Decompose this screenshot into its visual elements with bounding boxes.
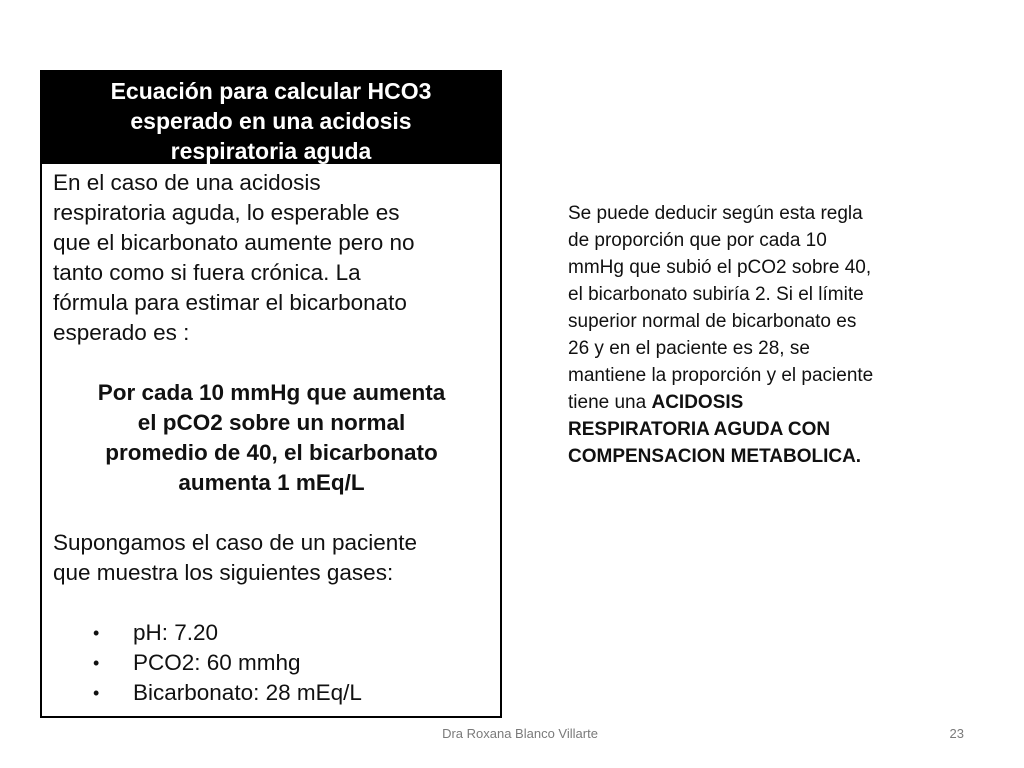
diagnosis-bold: COMPENSACION METABOLICA. [568,446,862,467]
gases-list [53,618,490,708]
gas-value: PCO2: 60 mmhg [133,650,301,675]
box-title [42,72,500,164]
page-number: 23 [949,726,964,741]
case-line: Supongamos el caso de un paciente [53,530,418,555]
box-title-line: Ecuación para calcular HCO3 [110,78,432,104]
note-line: el bicarbonato subiría 2. Si el límite [568,284,864,305]
intro-line: que el bicarbonato aumente pero no [53,230,415,255]
note-line: de proporción que por cada 10 [568,230,827,251]
bullet-icon: • [93,653,100,673]
rule-line: Por cada 10 mmHg que aumenta [97,380,446,405]
note-line-text: tiene una [568,392,647,413]
diagnosis-bold: RESPIRATORIA AGUDA CON [568,419,831,440]
rule-paragraph [53,378,490,498]
box-body [42,164,500,708]
intro-line: fórmula para estimar el bicarbonato [53,290,407,315]
intro-line: respiratoria aguda, lo esperable es [53,200,400,225]
note-line: mmHg que subió el pCO2 sobre 40, [568,257,872,278]
intro-paragraph [53,168,490,348]
list-item [53,618,490,648]
intro-line: esperado es : [53,320,190,345]
rule-line: promedio de 40, el bicarbonato [105,440,438,465]
rule-line: aumenta 1 mEq/L [178,470,365,495]
note-line: 26 y en el paciente es 28, se [568,338,810,359]
explanation-note [568,200,968,470]
footer-author: Dra Roxana Blanco Villarte [442,726,598,741]
intro-line: tanto como si fuera crónica. La [53,260,361,285]
note-line [568,389,968,416]
intro-line: En el caso de una acidosis [53,170,321,195]
note-line: mantiene la proporción y el paciente [568,365,874,386]
formula-box [40,70,502,718]
list-item [53,648,490,678]
note-line: Se puede deducir según esta regla [568,203,863,224]
bullet-icon: • [93,623,100,643]
note-line: superior normal de bicarbonato es [568,311,857,332]
gas-value: Bicarbonato: 28 mEq/L [133,680,362,705]
diagnosis-bold: ACIDOSIS [651,392,744,413]
gas-value: pH: 7.20 [133,620,219,645]
list-item [53,678,490,708]
box-title-line: esperado en una acidosis [130,108,412,134]
case-line: que muestra los siguientes gases: [53,560,394,585]
rule-line: el pCO2 sobre un normal [137,410,406,435]
case-paragraph [53,528,490,588]
box-title-line: respiratoria aguda [170,138,372,164]
bullet-icon: • [93,683,100,703]
